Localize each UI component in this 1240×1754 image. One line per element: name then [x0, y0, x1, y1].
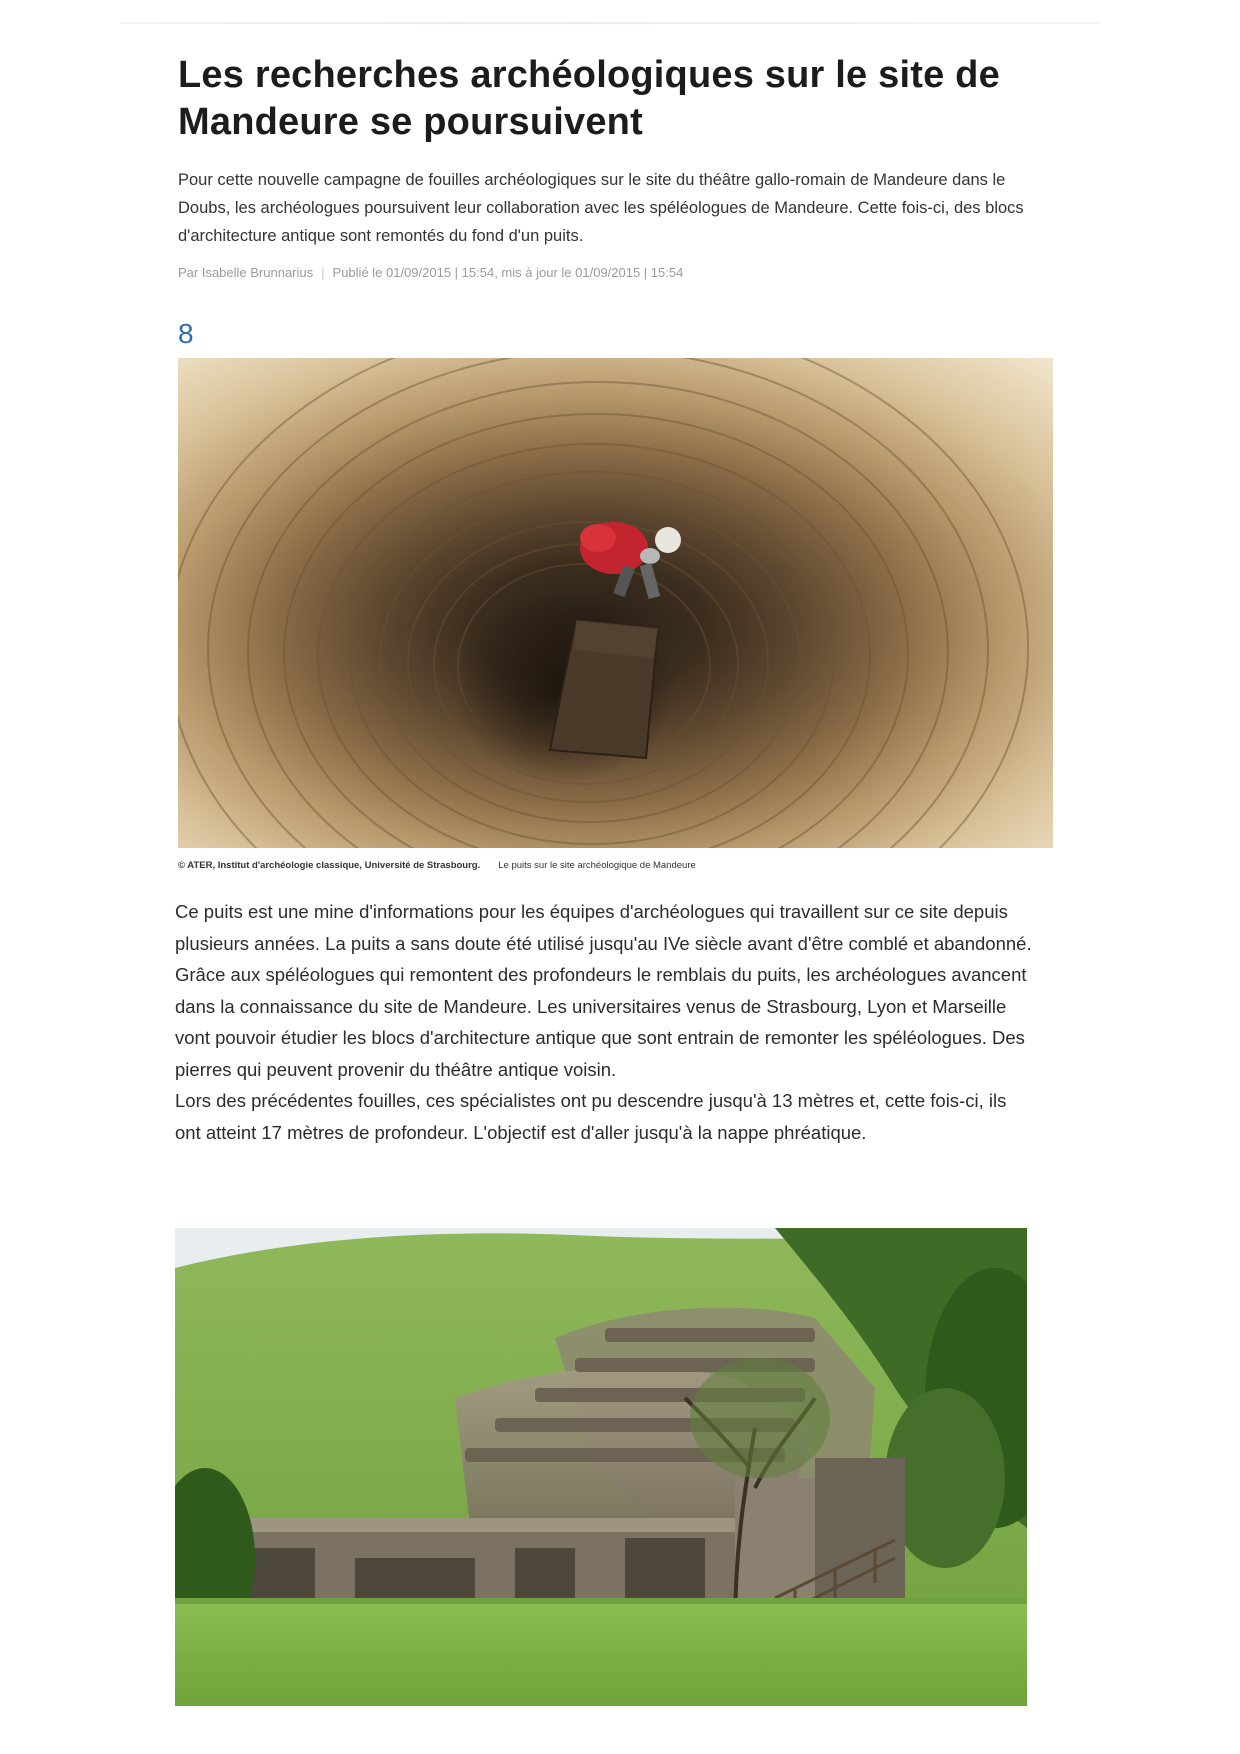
well-photo-image	[178, 358, 1053, 848]
author-name[interactable]: Par Isabelle Brunnarius	[178, 265, 314, 280]
photo-caption-text: Le puits sur le site archéologique de Mandeure	[498, 860, 696, 871]
photo-credit: © ATER, Institut d'archéologie classique, Université de Strasbourg.	[178, 860, 481, 871]
article-lead: Pour cette nouvelle campagne de fouilles archéologiques sur le site du théâtre gallo-romain de Mandeure dans le Doubs, les archéologues poursuivent leur collaboration avec les spéléologues de Mandeure. Cette fois-ci, des blocs d'architecture antique sont remontés du fond d'un puits.	[178, 171, 1024, 245]
photo-caption	[178, 860, 1053, 871]
theatre-photo-image	[175, 1228, 1027, 1706]
byline-separator: |	[321, 265, 325, 280]
well-photo[interactable]	[178, 358, 1053, 848]
top-divider	[120, 22, 1100, 24]
article-headline: Les recherches archéologiques sur le site de Mandeure se poursuivent	[178, 54, 1000, 143]
publication-date: Publié le 01/09/2015 | 15:54, mis à jour le 01/09/2015 | 15:54	[332, 265, 684, 280]
body-paragraph: Lors des précédentes fouilles, ces spécialistes ont pu descendre jusqu'à 13 mètres et, cette fois-ci, ils ont atteint 17 mètres de profondeur. L'objectif est d'aller jusqu'à la nappe phréatique.	[175, 1090, 1007, 1143]
article-byline	[178, 265, 1048, 280]
body-paragraph: Ce puits est une mine d'informations pour les équipes d'archéologues qui travaillent sur ce site depuis plusieurs années. La puits a sans doute été utilisé jusqu'au IVe siècle avant d'être comblé et abandonné. Grâce aux spéléologues qui remontent des profondeurs le remblais du puits, les archéologues avancent dans la connaissance du site de Mandeure. Les universitaires venus de Strasbourg, Lyon et Marseille vont pouvoir étudier les blocs d'architecture antique que sont entrain de remonter les spéléologues. Des pierres qui peuvent provenir du théâtre antique voisin.	[175, 901, 1032, 1080]
photo-gallery-count[interactable]: 8	[178, 318, 194, 349]
theatre-photo[interactable]	[175, 1228, 1027, 1706]
article-body	[175, 896, 1035, 1148]
